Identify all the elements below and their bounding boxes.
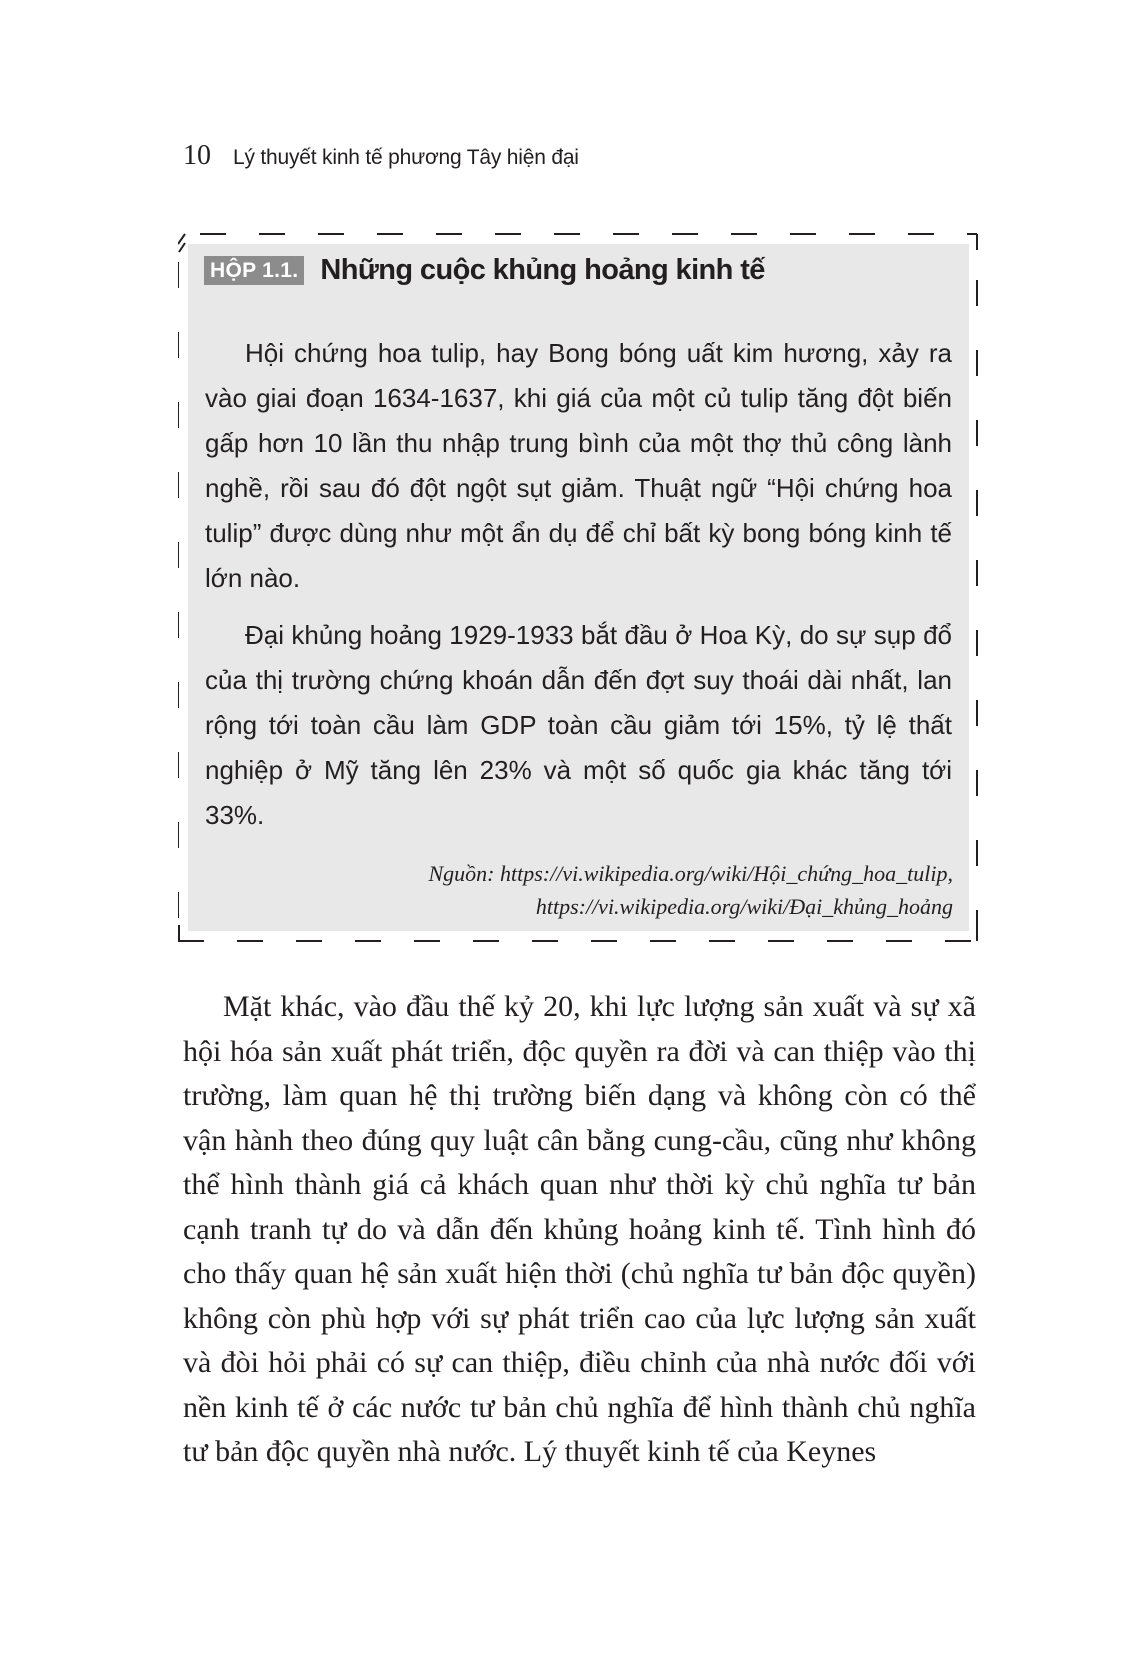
source-line-tulip: Nguồn: https://vi.wikipedia.org/wiki/Hội_chứng_hoa_tulip, [428, 861, 953, 886]
box-source [205, 857, 953, 923]
source-line-great-depression: https://vi.wikipedia.org/wiki/Đại_khủng_hoảng [535, 894, 953, 919]
box-body [205, 331, 952, 850]
box-paragraph-tulip: Hội chứng hoa tulip, hay Bong bóng uất kim hương, xảy ra vào giai đoạn 1634-1637, khi giá của một củ tulip tăng đột biến gấp hơn 10 lần thu nhập trung bình của một thợ thủ công lành nghề, rồi sau đó đột ngột sụt giảm. Thuật ngữ “Hội chứng hoa tulip” được dùng như một ẩn dụ để chỉ bất kỳ bong bóng kinh tế lớn nào. [205, 338, 952, 593]
page-number: 10 [183, 140, 211, 171]
box-header [204, 254, 765, 287]
running-title: Lý thuyết kinh tế phương Tây hiện đại [233, 146, 579, 169]
box-label: HỘP 1.1. [204, 256, 304, 285]
box-paragraph-great-depression: Đại khủng hoảng 1929-1933 bắt đầu ở Hoa Kỳ, do sự sụp đổ của thị trường chứng khoán dẫn đến đợt suy thoái dài nhất, lan rộng tới toàn cầu làm GDP toàn cầu giảm tới 15%, tỷ lệ thất nghiệp ở Mỹ tăng lên 23% và một số quốc gia khác tăng tới 33%. [205, 620, 952, 830]
main-paragraph: Mặt khác, vào đầu thế kỷ 20, khi lực lượng sản xuất và sự xã hội hóa sản xuất phát triển, độc quyền ra đời và can thiệp vào thị trường, làm quan hệ thị trường biến dạng và không còn có thể vận hành theo đúng quy luật cân bằng cung-cầu, cũng như không thể hình thành giá cả khách quan như thời kỳ chủ nghĩa tư bản cạnh tranh tự do và dẫn đến khủng hoảng kinh tế. Tình hình đó cho thấy quan hệ sản xuất hiện thời (chủ nghĩa tư bản độc quyền) không còn phù hợp với sự phát triển cao của lực lượng sản xuất và đòi hỏi phải có sự can thiệp, điều chỉnh của nhà nước đối với nền kinh tế ở các nước tư bản chủ nghĩa để hình thành chủ nghĩa tư bản độc quyền nhà nước. Lý thuyết kinh tế của Keynes [183, 990, 976, 1468]
main-text [183, 985, 976, 1475]
box-title: Những cuộc khủng hoảng kinh tế [320, 254, 765, 286]
running-head [183, 140, 579, 172]
